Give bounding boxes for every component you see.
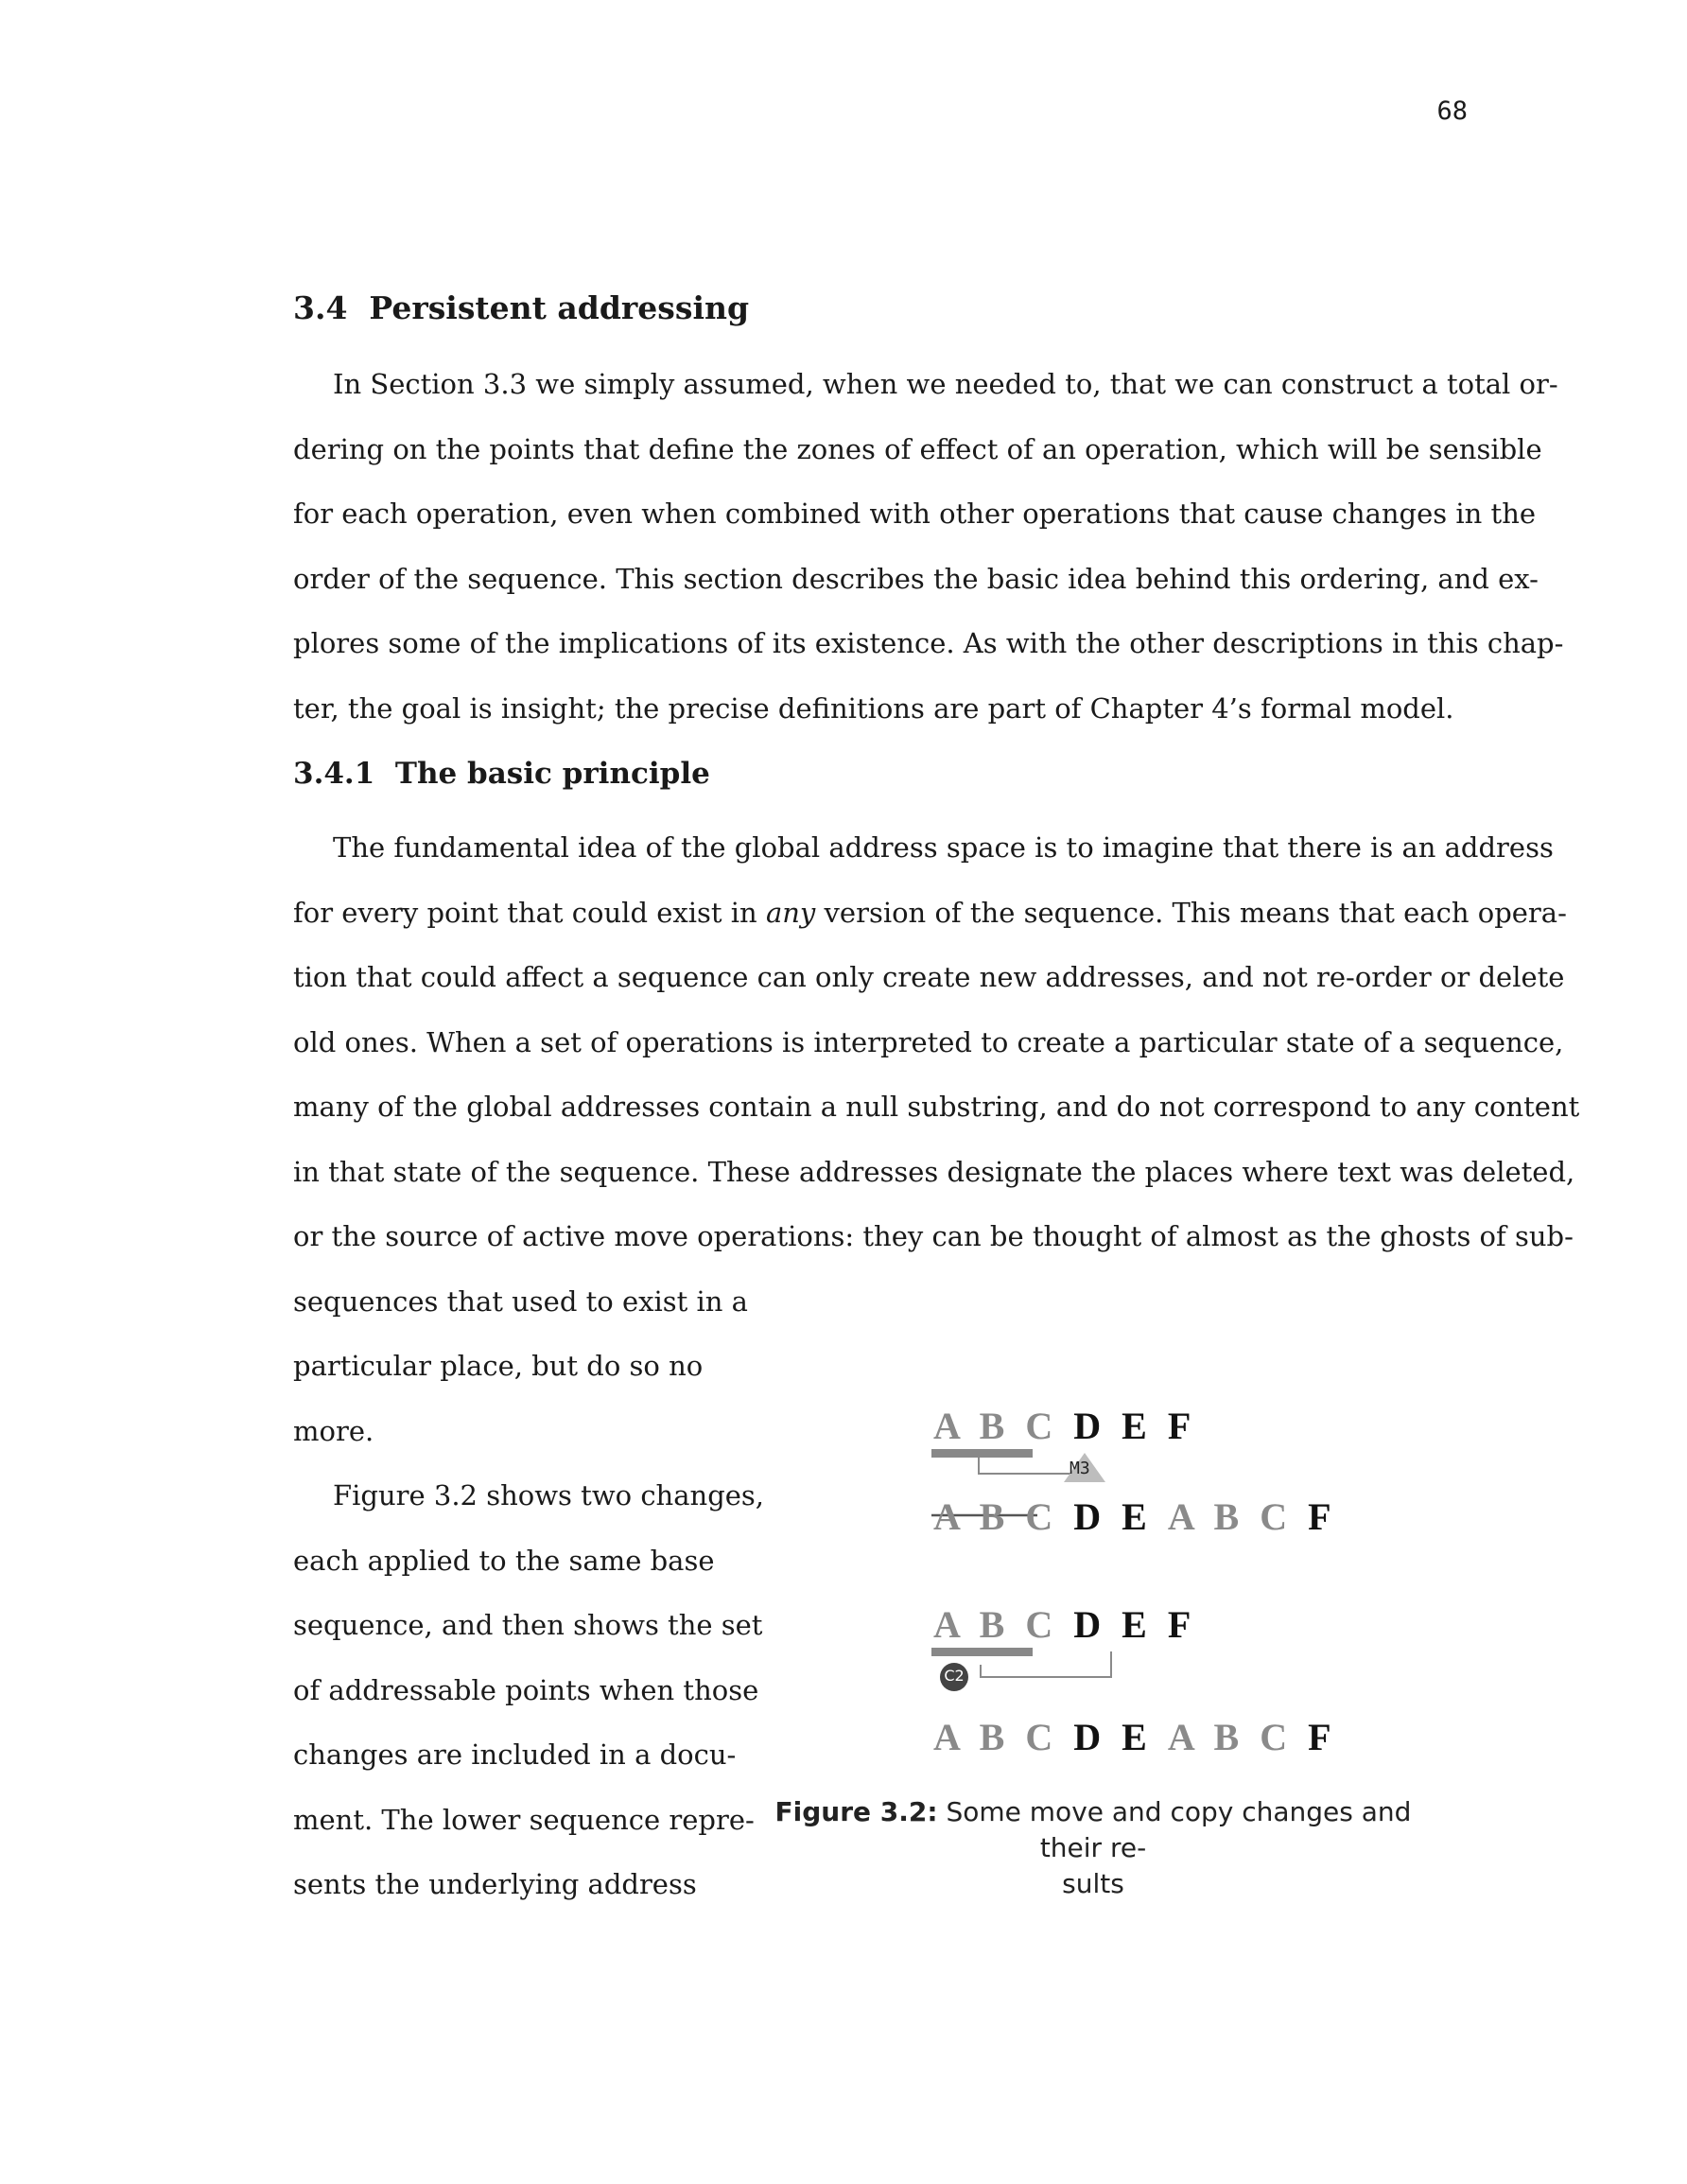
move-result-struck-letters: A B C bbox=[933, 1495, 1059, 1538]
caption-label: Figure 3.2: bbox=[774, 1796, 938, 1827]
subsection-heading bbox=[293, 757, 710, 791]
text-line: tion that could affect a sequence can only create new addresses, and not re-order or delete bbox=[293, 961, 1565, 993]
text-line: old ones. When a set of operations is interpreted to create a particular state of a sequence, bbox=[293, 1025, 1564, 1058]
caption-text-continued: sults bbox=[1062, 1868, 1124, 1899]
text-line: ter, the goal is insight; the precise definitions are part of Chapter 4’s formal model. bbox=[293, 691, 1454, 725]
text-line: for every point that could exist in any version of the sequence. This means that each opera- bbox=[293, 896, 1567, 929]
move-result-last-letter: F bbox=[1308, 1495, 1337, 1538]
text-line: in that state of the sequence. These addresses designate the places where text was deleted, bbox=[293, 1155, 1575, 1188]
text-line: ment. The lower sequence repre- bbox=[293, 1803, 755, 1836]
copy-top-sequence bbox=[933, 1602, 1196, 1647]
text-line: plores some of the implications of its existence. As with the other descriptions in this chap- bbox=[293, 627, 1564, 659]
text-line: of addressable points when those bbox=[293, 1673, 759, 1706]
text-line: many of the global addresses contain a null substring, and do not correspond to any content bbox=[293, 1091, 1580, 1123]
text-line: sents the underlying address bbox=[293, 1868, 697, 1900]
copy-result-sequence bbox=[933, 1715, 1337, 1759]
paragraph-basic-principle bbox=[293, 815, 1580, 1463]
move-result-sequence bbox=[933, 1494, 1337, 1539]
paragraph-figure-reference bbox=[293, 1463, 765, 1917]
subsection-number: 3.4.1 bbox=[293, 757, 375, 791]
copy-top-gray-letters: A B C bbox=[933, 1603, 1059, 1646]
section-number: 3.4 bbox=[293, 289, 348, 326]
text-line: for each operation, even when combined with other operations that cause changes in the bbox=[293, 498, 1537, 530]
move-result-gray-letters: A B C bbox=[1167, 1495, 1294, 1538]
move-connector-line bbox=[979, 1458, 1083, 1474]
copy-source-bar bbox=[931, 1648, 1033, 1656]
copy-result-last-letter: F bbox=[1308, 1716, 1337, 1758]
emphasis-any: any bbox=[765, 896, 816, 929]
move-top-gray-letters: A B C bbox=[933, 1405, 1059, 1447]
text-line: more. bbox=[293, 1414, 374, 1447]
section-title: Persistent addressing bbox=[369, 289, 750, 326]
text-line: In Section 3.3 we simply assumed, when we needed to, that we can construct a total or- bbox=[333, 368, 1558, 400]
caption-text: Some move and copy changes and their re- bbox=[937, 1796, 1412, 1863]
copy-result-gray-letters-2: A B C bbox=[1167, 1716, 1294, 1758]
section-heading bbox=[293, 289, 749, 326]
move-result-black-letters: D E bbox=[1073, 1495, 1153, 1538]
text-line: sequence, and then shows the set bbox=[293, 1609, 763, 1641]
text-line: each applied to the same base bbox=[293, 1544, 715, 1577]
move-label: M3 bbox=[1070, 1459, 1090, 1478]
move-source-bar bbox=[931, 1449, 1033, 1458]
paragraph-intro bbox=[293, 352, 1564, 741]
text-line: dering on the points that define the zones of effect of an operation, which will be sensible bbox=[293, 432, 1542, 465]
copy-label: C2 bbox=[944, 1667, 965, 1685]
text-line: order of the sequence. This section describes the basic idea behind this ordering, and ex- bbox=[293, 562, 1539, 595]
subsection-title: The basic principle bbox=[394, 757, 710, 791]
copy-result-black-letters: D E bbox=[1073, 1716, 1153, 1758]
text-line: particular place, but do so no bbox=[293, 1350, 704, 1382]
text-line: or the source of active move operations: they can be thought of almost as the ghosts of sub- bbox=[293, 1220, 1574, 1252]
text-line: sequences that used to exist in a bbox=[293, 1284, 748, 1318]
figure-3-2 bbox=[922, 1390, 1376, 1788]
text-line: Figure 3.2 shows two changes, bbox=[333, 1479, 765, 1511]
page-number: 68 bbox=[1436, 96, 1468, 126]
copy-result-gray-letters-1: A B C bbox=[933, 1716, 1059, 1758]
figure-caption bbox=[757, 1794, 1430, 1902]
text-line: changes are included in a docu- bbox=[293, 1738, 737, 1771]
text-line: The fundamental idea of the global address space is to imagine that there is an address bbox=[333, 831, 1554, 864]
copy-top-black-letters: D E F bbox=[1073, 1603, 1197, 1646]
move-top-black-letters: D E F bbox=[1073, 1405, 1197, 1447]
